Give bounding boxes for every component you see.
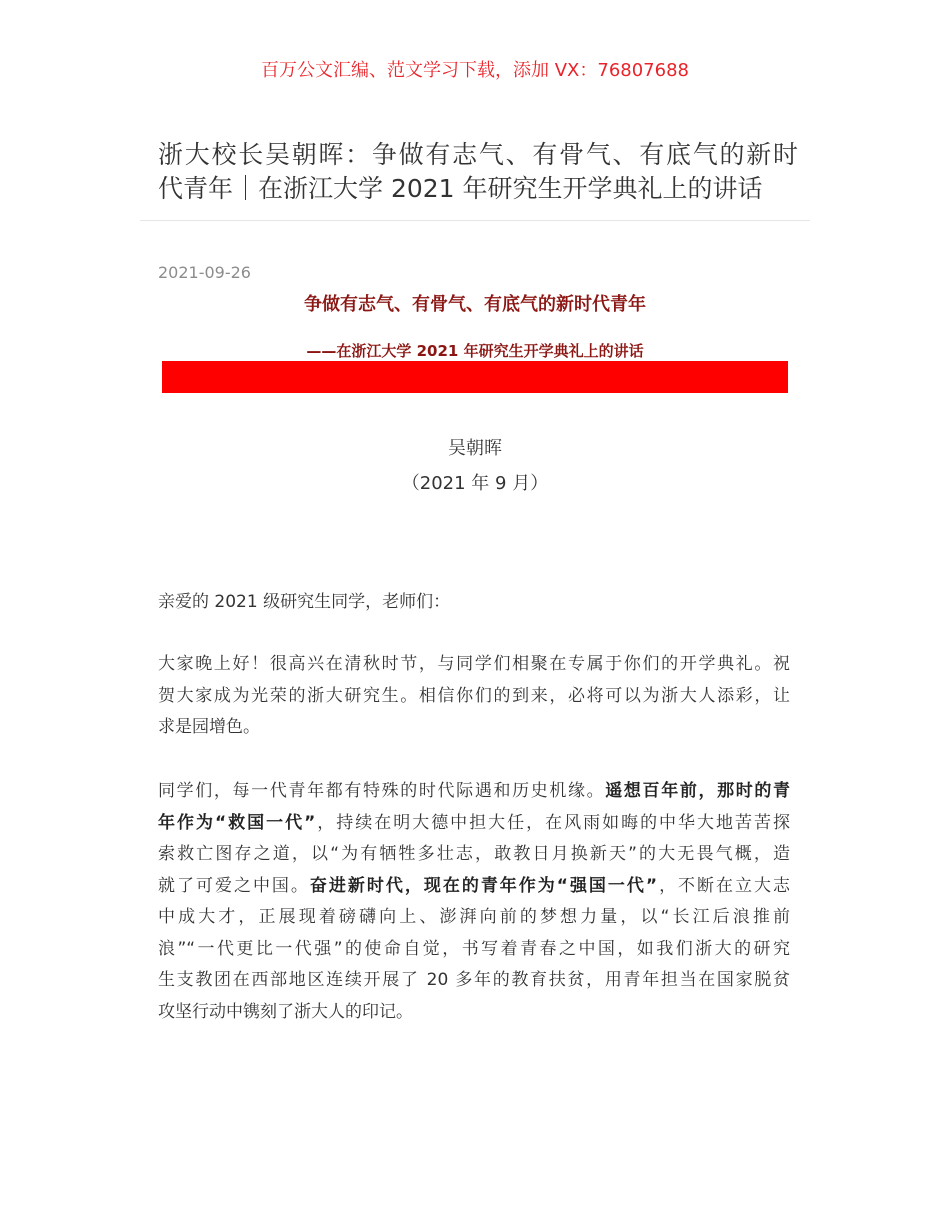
paragraph-line: 生支教团在西部地区连续开展了 20 多年的教育扶贫，用青年担当在国家脱贫 bbox=[158, 970, 790, 990]
text: 就了可爱之中国。 bbox=[158, 875, 310, 896]
bold-text: 奋进新时代，现在的青年作为“强国一代” bbox=[309, 875, 658, 896]
paragraph-line: 攻坚行动中镌刻了浙大人的印记。 bbox=[158, 1001, 413, 1022]
paragraph-line bbox=[158, 776, 790, 808]
title-line: 浙大校长吴朝晖：争做有志气、有骨气、有底气的新时 bbox=[158, 140, 798, 169]
article-title bbox=[158, 138, 798, 206]
greeting bbox=[158, 587, 790, 619]
bold-text: 年作为“救国一代” bbox=[158, 812, 316, 833]
divider bbox=[140, 220, 810, 221]
paragraph-line: 贺大家成为光荣的浙大研究生。相信你们的到来，必将可以为浙大人添彩，让 bbox=[158, 685, 790, 706]
author: 吴朝晖 bbox=[448, 438, 502, 459]
paragraph-line: 浪”“一代更比一代强”的使命自觉，书写着青春之中国，如我们浙大的研究 bbox=[158, 938, 790, 959]
paragraph-line: 求是园增色。 bbox=[158, 717, 260, 737]
paragraph-line: 亲爱的 2021 级研究生同学，老师们： bbox=[158, 592, 451, 612]
paragraph-line: 索救亡图存之道，以“为有牺牲多壮志，敢教日月换新天”的大无畏气概，造 bbox=[158, 844, 790, 864]
paragraph-line: 中成大才，正展现着磅礴向上、澎湃向前的梦想力量，以“长江后浪推前 bbox=[158, 907, 790, 927]
text: ，持续在明大德中担大任，在风雨如晦的中华大地苦苦探 bbox=[315, 812, 790, 833]
paragraph-line bbox=[158, 871, 790, 903]
text: ，不断在立大志 bbox=[657, 875, 791, 896]
promo-banner: 百万公文汇编、范文学习下载，添加 VX：76807688 bbox=[261, 60, 689, 81]
paragraph-2 bbox=[158, 776, 790, 1028]
speech-headline: 争做有志气、有骨气、有底气的新时代青年 bbox=[304, 294, 646, 315]
paragraph-line: 大家晚上好！很高兴在清秋时节，与同学们相聚在专属于你们的开学典礼。祝 bbox=[158, 654, 790, 674]
speech-subheadline: ——在浙江大学 2021 年研究生开学典礼上的讲话 bbox=[306, 342, 644, 360]
publish-date: 2021-09-26 bbox=[158, 263, 251, 282]
title-line: 代青年｜在浙江大学 2021 年研究生开学典礼上的讲话 bbox=[158, 174, 763, 203]
text: 同学们，每一代青年都有特殊的时代际遇和历史机缘。 bbox=[158, 781, 606, 801]
paragraph-1 bbox=[158, 649, 790, 744]
red-banner-bar bbox=[162, 361, 788, 393]
speech-date: （2021 年 9 月） bbox=[401, 473, 549, 494]
bold-text: 遥想百年前，那时的青 bbox=[605, 781, 791, 801]
paragraph-line bbox=[158, 808, 790, 840]
